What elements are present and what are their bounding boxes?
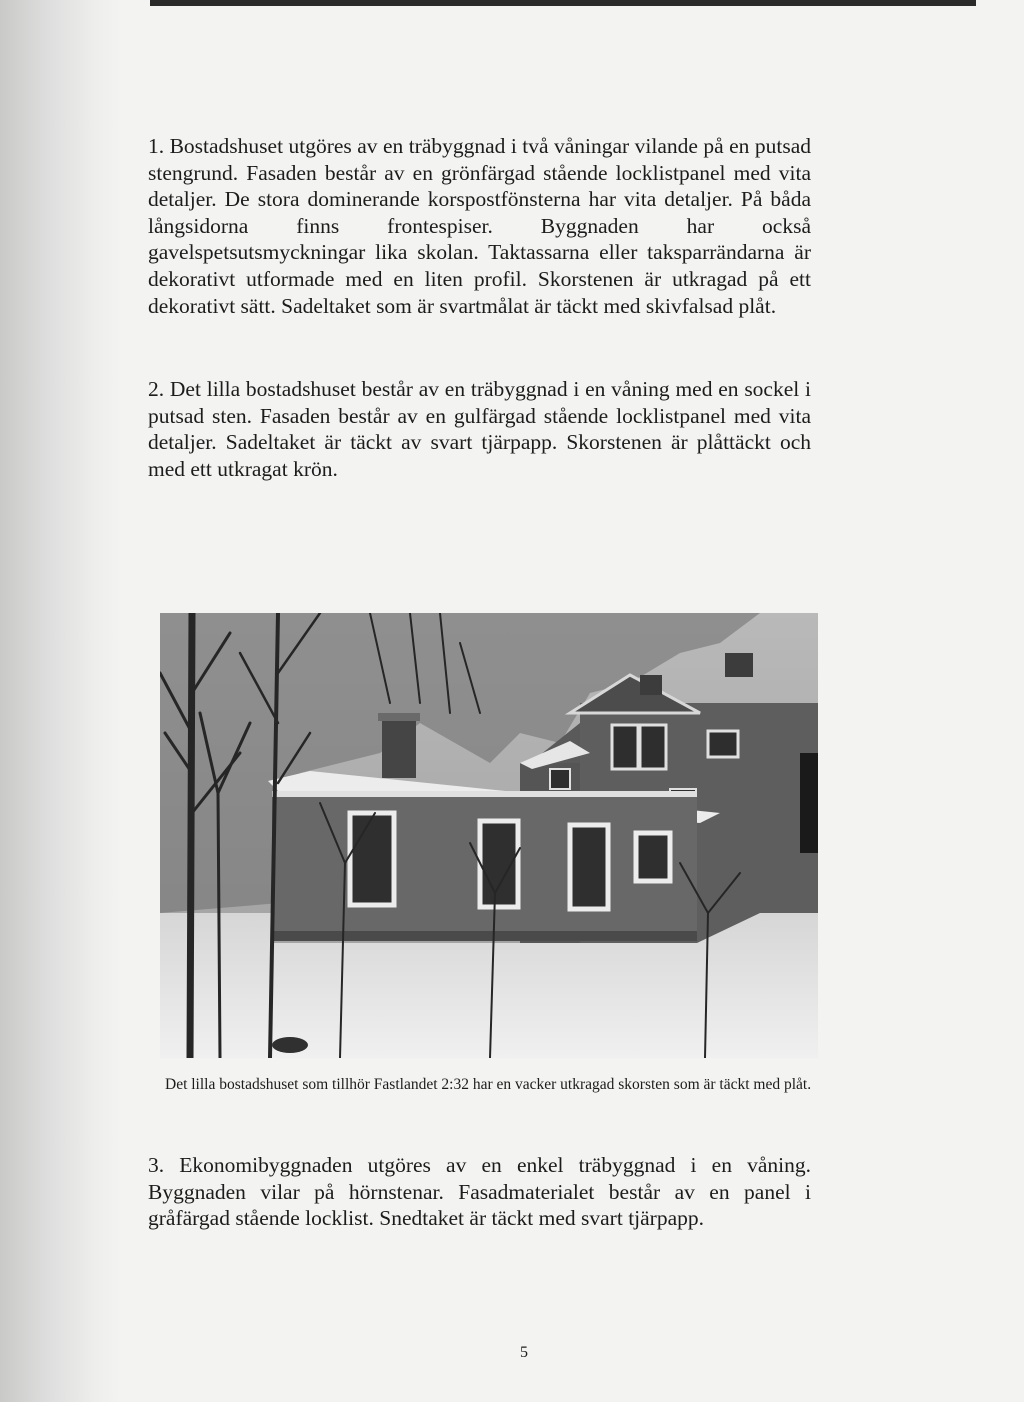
photo-caption: Det lilla bostadshuset som tillhör Fastlandet 2:32 har en vacker utkragad skorsten som är täckt med plåt.: [165, 1076, 812, 1093]
house-photo: [160, 613, 818, 1058]
paragraph-1: 1. Bostadshuset utgöres av en träbyggnad i två våningar vilande på en putsad stengrund. Fasaden består av en grönfärgad stående locklistpanel med vita detaljer. De stora dominerande korspostfönsterna har vita detaljer. På båda långsidorna finns frontespiser. Byggnaden har också gavelspetsutsmyckningar lika skolan. Taktassarna eller taksparrändarna är dekorativt utformade med en liten profil. Skorstenen är utkragad på ett dekorativt sätt. Sadeltaket som är svartmålat är täckt med skivfalsad plåt.: [148, 134, 811, 318]
paragraph-2: 2. Det lilla bostadshuset består av en träbyggnad i en våning med en sockel i putsad sten. Fasaden består av en gulfärgad stående locklistpanel med vita detaljer. Sadeltaket är täckt av svart tjärpapp. Skorstenen är plåttäckt och med ett utkragat krön.: [148, 377, 811, 481]
page-number: 5: [520, 1344, 528, 1361]
paragraph-3: 3. Ekonomibyggnaden utgöres av en enkel träbyggnad i en våning. Byggnaden vilar på hörnstenar. Fasadmaterialet består av en panel i gråfärgad stående locklist. Snedtaket är täckt med svart tjärpapp.: [148, 1153, 811, 1231]
